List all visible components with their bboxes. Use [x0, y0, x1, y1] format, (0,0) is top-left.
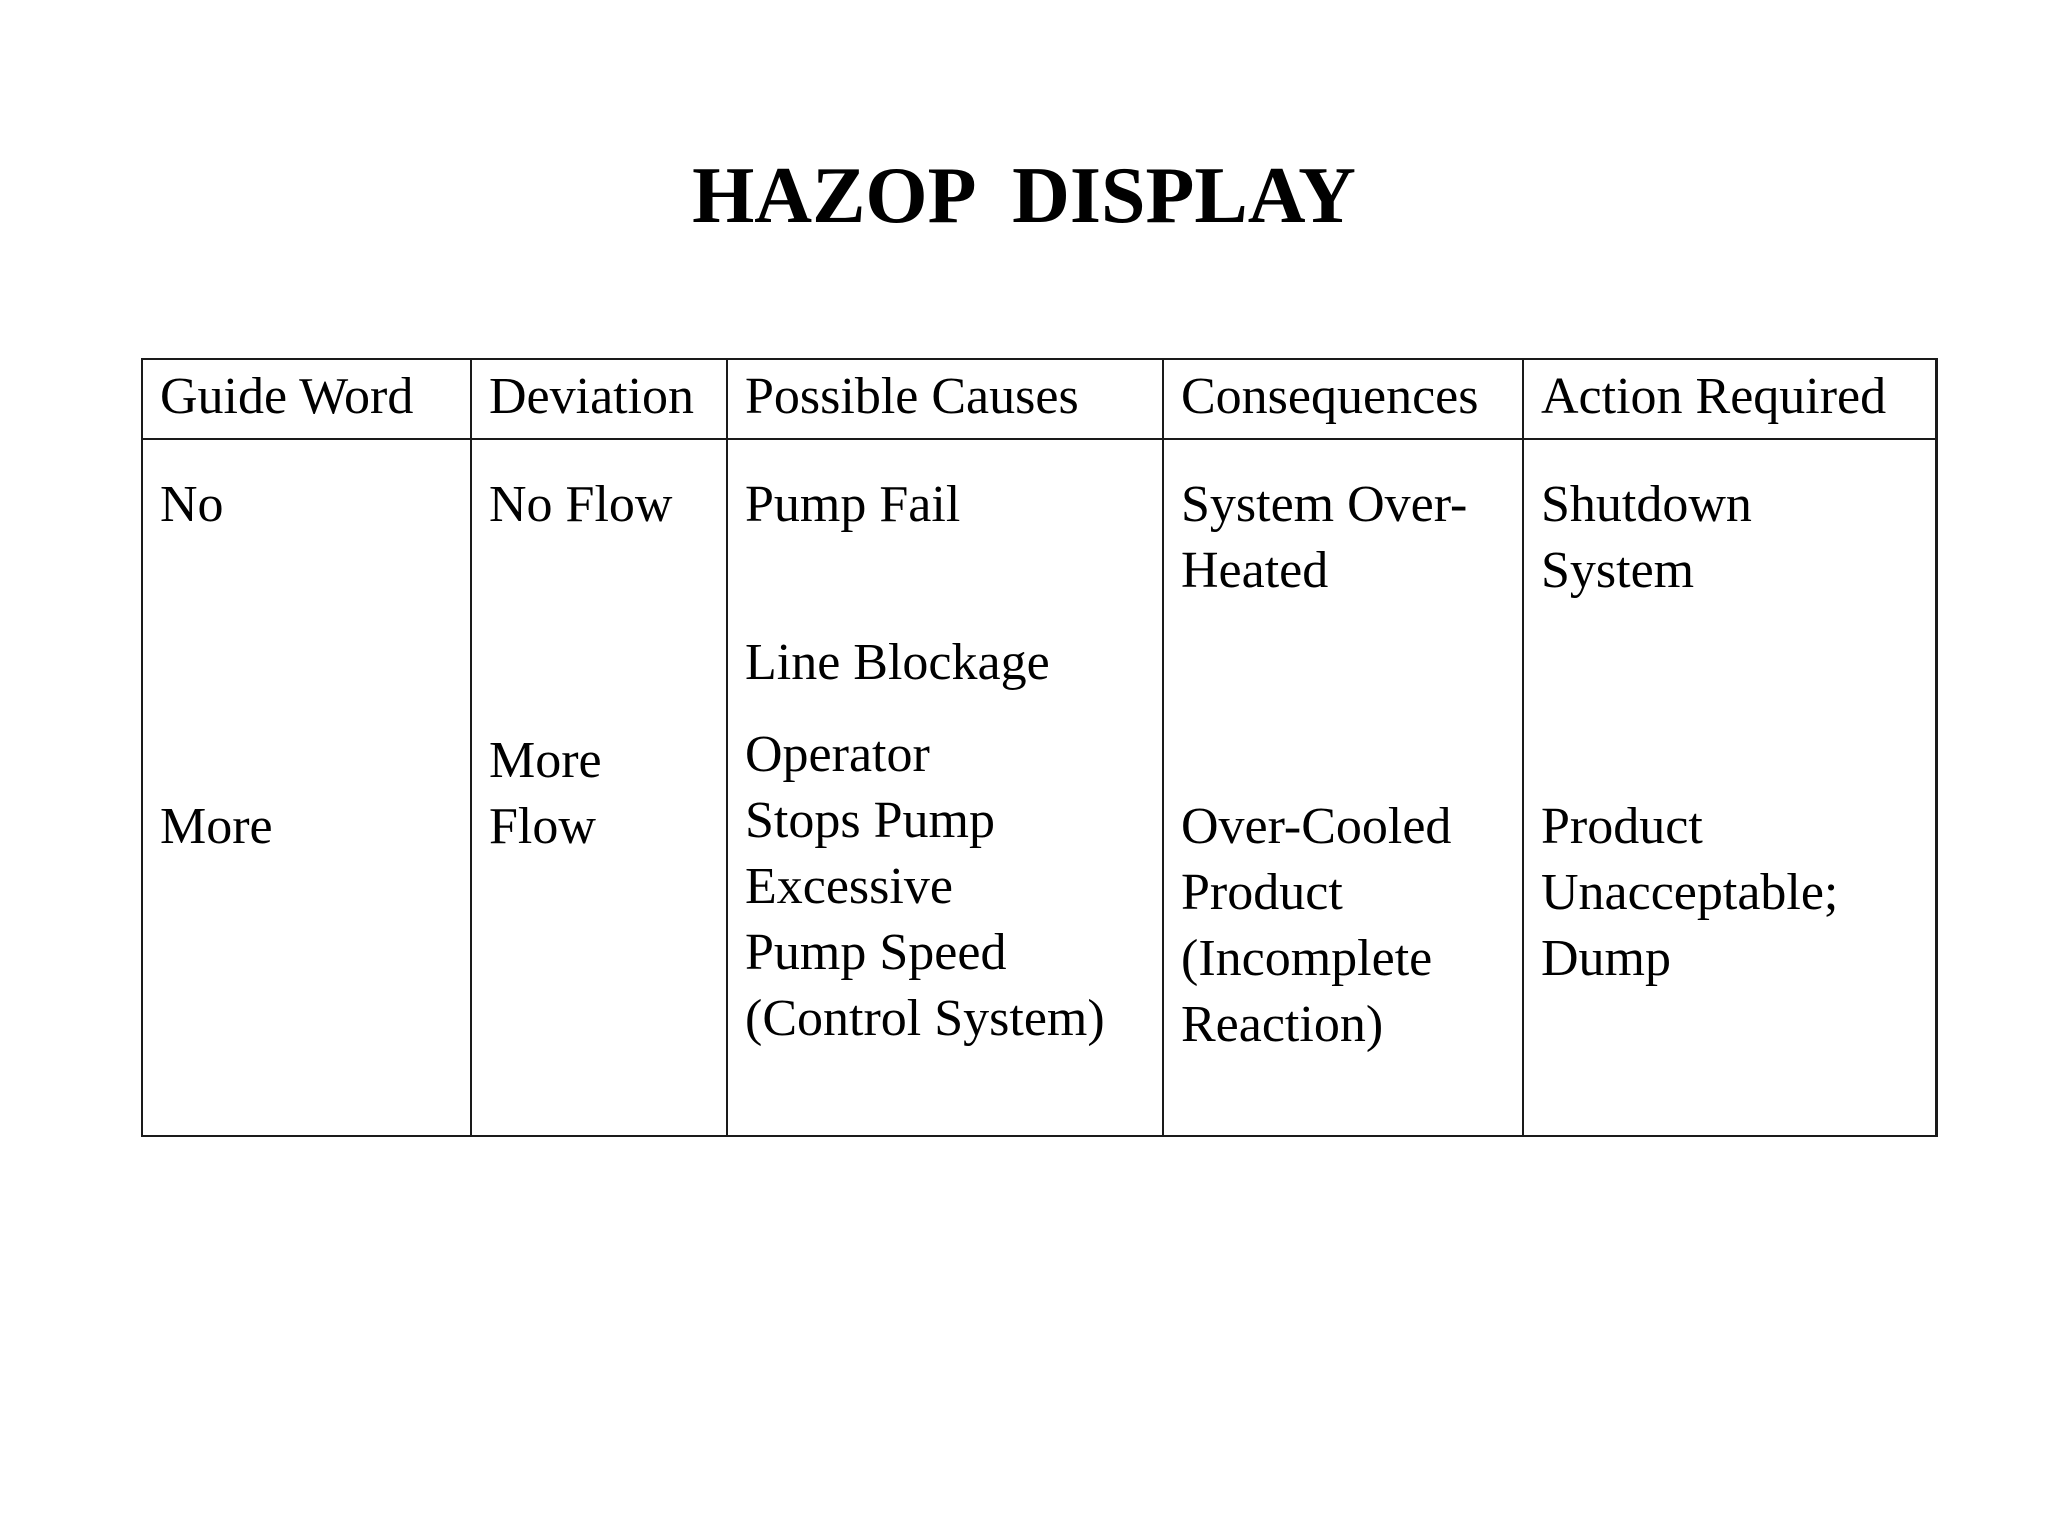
action-product-unacceptable-dump: Product Unacceptable; Dump [1541, 798, 1839, 987]
consequence-over-cooled-product: Over-Cooled Product (Incomplete Reaction) [1181, 798, 1452, 1053]
header-action-required: Action Required [1523, 359, 1936, 439]
cause-excessive-pump-speed: Excessive Pump Speed (Control System) [745, 858, 1105, 1047]
possible-causes-cell [727, 439, 1163, 1136]
guide-word-no: No [160, 476, 224, 533]
guide-word-more: More [160, 798, 273, 855]
cause-operator-stops-pump: Operator Stops Pump [745, 726, 995, 849]
cause-line-blockage: Line Blockage [745, 634, 1050, 691]
consequences-cell [1163, 439, 1523, 1136]
page-title: HAZOP DISPLAY [692, 152, 1356, 240]
consequence-system-overheated: System Over- Heated [1181, 476, 1468, 599]
guide-word-cell [142, 439, 471, 1136]
action-shutdown-system: Shutdown System [1541, 476, 1752, 599]
header-deviation: Deviation [471, 359, 727, 439]
hazop-table [141, 358, 1938, 1137]
deviation-more-flow: More Flow [489, 732, 602, 855]
table-header-row [142, 359, 1936, 439]
action-required-cell [1523, 439, 1936, 1136]
deviation-no-flow: No Flow [489, 476, 673, 533]
header-guide-word: Guide Word [142, 359, 471, 439]
header-consequences: Consequences [1163, 359, 1523, 439]
deviation-cell [471, 439, 727, 1136]
header-possible-causes: Possible Causes [727, 359, 1163, 439]
table-body-row [142, 439, 1936, 1136]
cause-pump-fail: Pump Fail [745, 476, 961, 533]
